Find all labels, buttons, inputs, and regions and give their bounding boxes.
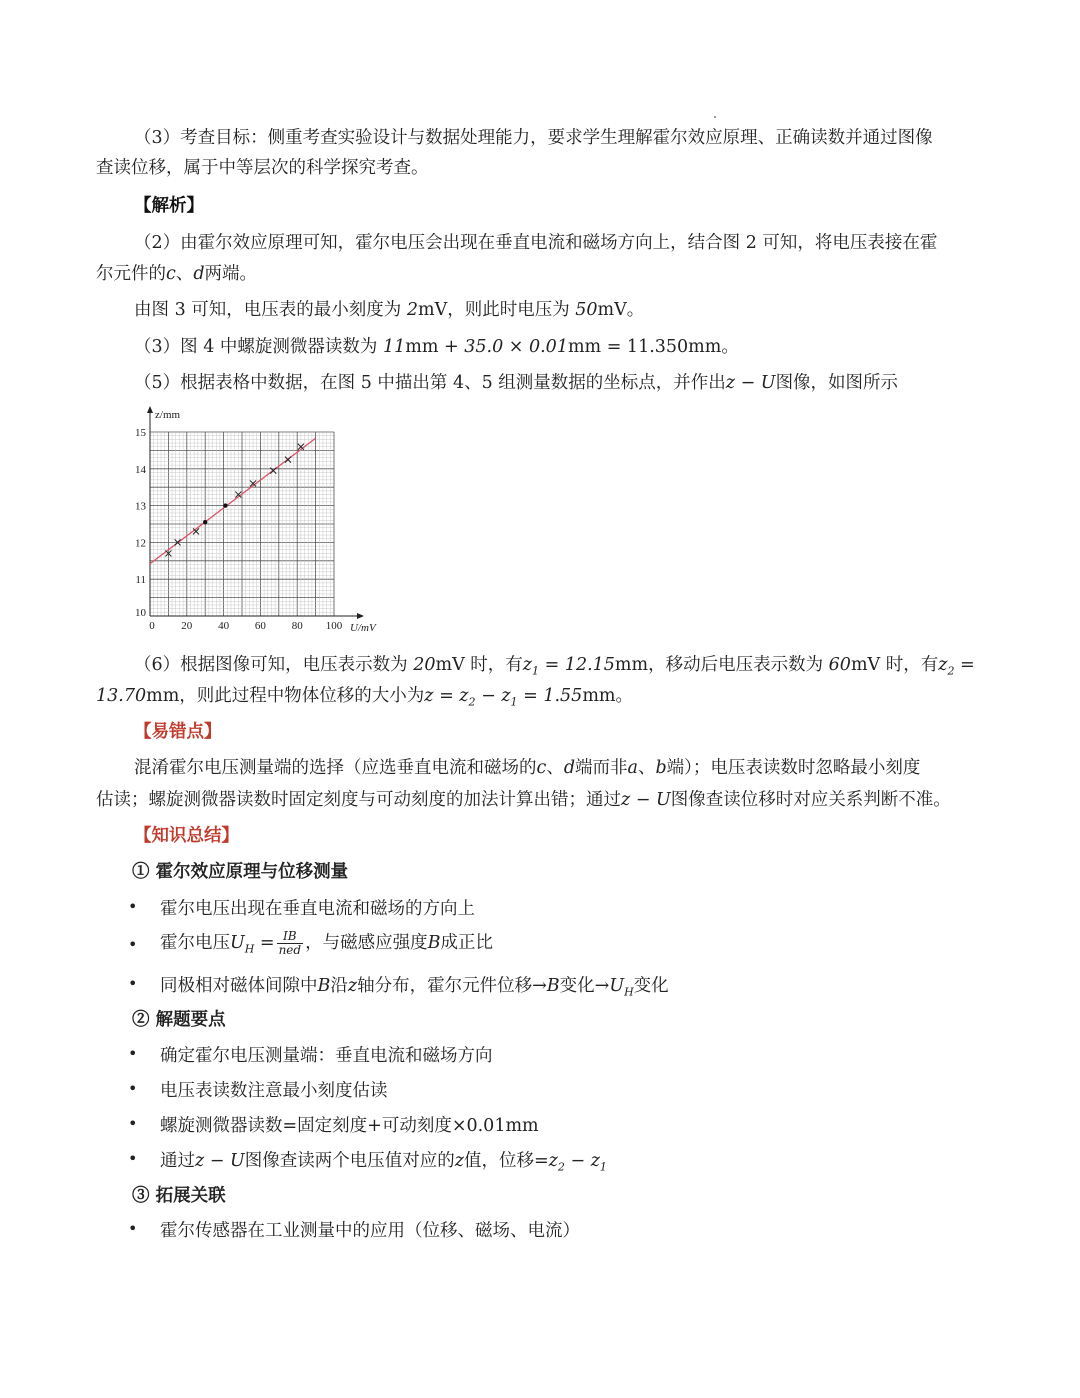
y-tick-label: 11	[135, 574, 146, 587]
chart-grid	[150, 432, 334, 616]
data-point-dot	[203, 520, 207, 524]
x-tick-label: 40	[218, 620, 230, 632]
errors-heading: 【易错点】	[134, 722, 222, 742]
data-point-dot	[223, 503, 227, 507]
y-tick-label: 12	[135, 537, 146, 550]
bullet-6-text: 螺旋测微器读数=固定刻度+可动刻度×0.01mm	[160, 1116, 539, 1136]
section-3-title: ③ 拓展关联	[132, 1186, 226, 1206]
bullet-4-text: 确定霍尔电压测量端：垂直电流和磁场方向	[160, 1046, 493, 1066]
paragraph-6-line1: （6）根据图像可知，电压表示数为 20mV 时，有$z_1 = 12.15mm$，移动后电压表示数为 60mV 时，有$z_2$ =	[134, 655, 975, 678]
bullet-7-icon: •	[128, 1149, 138, 1168]
bullet-2-text: 霍尔电压$U_H$ = $\frac{IB}{\text{ned}}$ ，与磁感应强度B成正比	[160, 929, 493, 957]
y-axis-arrow-icon	[147, 406, 153, 413]
section-1-title: ① 霍尔效应原理与位移测量	[132, 862, 349, 882]
paragraph-6-line2: 13.70mm，则此过程中物体位移的大小为$z = z_2 - z_1 = 1.55mm$。	[96, 686, 634, 709]
bullet-3-icon: •	[128, 974, 138, 993]
bullet-4-icon: •	[128, 1044, 138, 1063]
data-point-cross	[285, 457, 291, 463]
errors-line2: 估读；螺旋测微器读数时固定刻度与可动刻度的加法计算出错；通过z − U图像查读位移时对应关系判断不准。	[96, 790, 951, 810]
x-tick-label: 20	[181, 620, 193, 632]
x-axis-arrow-icon	[357, 613, 364, 619]
x-tick-label: 100	[325, 620, 343, 632]
paragraph-4: （3）图 4 中螺旋测微器读数为 11mm + 35.0 × 0.01mm = 11.350mm。	[134, 337, 739, 357]
paragraph-2-line1: （2）由霍尔效应原理可知，霍尔电压会出现在垂直电流和磁场方向上，结合图 2 可知，将电压表接在霍	[134, 233, 938, 253]
hall-fraction: $\frac{IB}{\text{ned}}$	[278, 929, 302, 957]
paragraph-5: （5）根据表格中数据，在图 5 中描出第 4、5 组测量数据的坐标点，并作出z − U图像，如图所示	[134, 373, 899, 393]
paragraph-3: 由图 3 可知，电压表的最小刻度为 2mV，则此时电压为 50mV。	[134, 300, 645, 320]
x-tick-label: 60	[254, 620, 266, 632]
y-tick-label: 15	[135, 427, 146, 439]
bullet-2-icon: •	[128, 935, 138, 954]
x-tick-label: 80	[291, 620, 303, 632]
bullet-5-icon: •	[128, 1079, 138, 1098]
x-tick-label: 0	[149, 620, 155, 632]
stray-mark	[714, 116, 716, 118]
paragraph-2-line2: 尔元件的c、d两端。	[96, 264, 258, 284]
bullet-3-text: 同极相对磁体间隙中B沿z轴分布，霍尔元件位移→B变化$\to U_H$变化	[160, 976, 669, 999]
summary-heading: 【知识总结】	[134, 826, 239, 846]
bullet-1-text: 霍尔电压出现在垂直电流和磁场的方向上	[160, 899, 475, 919]
errors-line1: 混淆霍尔电压测量端的选择（应选垂直电流和磁场的c、d端而非a、b端）；电压表读数时忽略最小刻度	[134, 758, 921, 778]
x-axis-label: U/mV	[350, 622, 376, 634]
z-u-chart	[128, 404, 390, 636]
y-axis-label: z/mm	[155, 409, 181, 421]
bullet-8-icon: •	[128, 1219, 138, 1238]
paragraph-goal-line1: （3）考查目标：侧重考查实验设计与数据处理能力，要求学生理解霍尔效应原理、正确读数并通过图像	[134, 128, 933, 148]
bullet-6-icon: •	[128, 1114, 138, 1133]
bullet-1-icon: •	[128, 897, 138, 916]
analysis-heading: 【解析】	[134, 196, 204, 216]
paragraph-goal-line2: 查读位移，属于中等层次的科学探究考查。	[96, 158, 429, 178]
bullet-7-text: 通过z − U图像查读两个电压值对应的z值，位移$=z_2 - z_1$	[160, 1151, 607, 1174]
y-tick-label: 10	[135, 607, 146, 619]
y-tick-label: 13	[135, 500, 146, 513]
bullet-5-text: 电压表读数注意最小刻度估读	[160, 1081, 388, 1101]
y-tick-label: 14	[135, 463, 146, 476]
bullet-8-text: 霍尔传感器在工业测量中的应用（位移、磁场、电流）	[160, 1221, 580, 1241]
section-2-title: ② 解题要点	[132, 1010, 226, 1030]
